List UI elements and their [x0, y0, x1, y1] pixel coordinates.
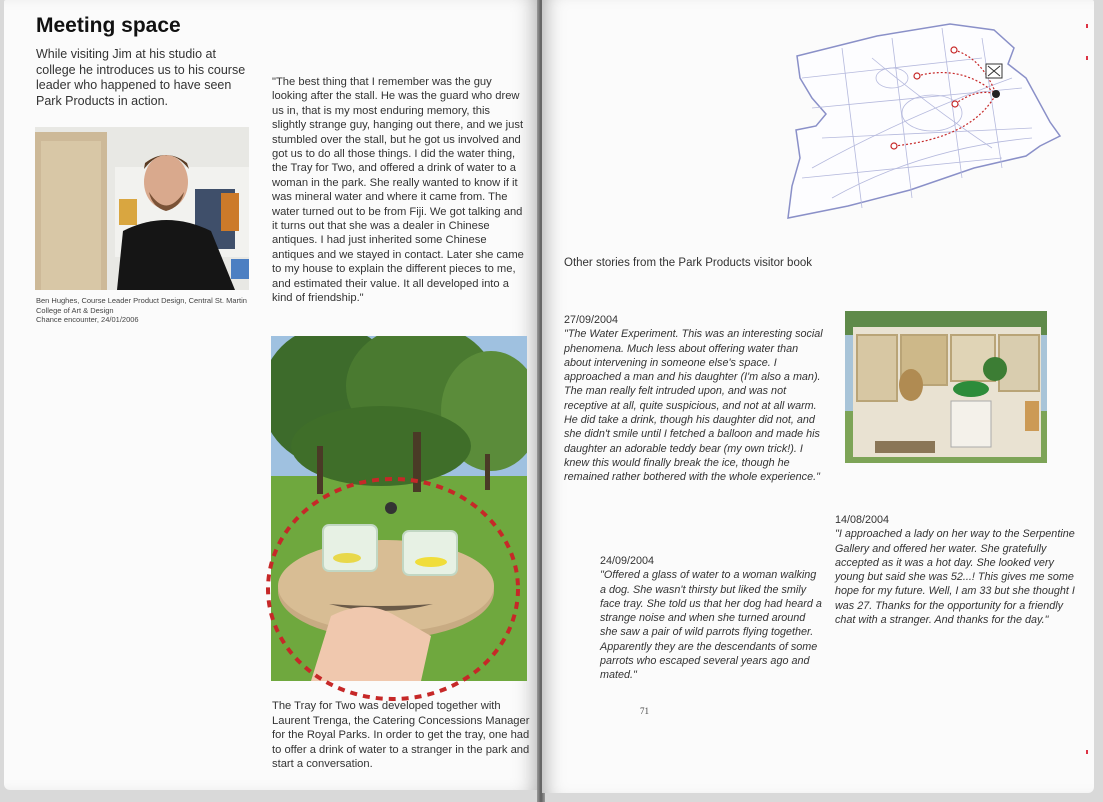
intro-text: While visiting Jim at his studio at college he introduces us to his course leader who happened to have seen Park Products in action.	[36, 47, 246, 108]
stall-photo	[845, 311, 1047, 463]
story-date: 14/08/2004	[835, 514, 890, 526]
right-page	[542, 0, 1094, 793]
story-text: "Offered a glass of water to a woman walking a dog. She wasn't thirsty but liked the smily face tray. She told us that her dog had heard a strange noise and when she turned around she saw a pair of wild parrots flying together. Apparently they are the descendants of some parrots who escaped several years ago and mated."	[600, 569, 822, 682]
visitor-story	[835, 513, 1075, 627]
left-page	[4, 0, 540, 790]
quote-text: "The best thing that I remember was the guy looking after the stall. He was the guard who drew us in, that is my most enduring memory, this slightly strange guy, hanging out there, and we just stumbled over the stall, but he got us involved and got us to do all those things. I did the water thing, the Tray for Two, and offered a drink of water to a woman in the park. She really wanted to know if it was mineral water and where it came from. The water turned out to be from Fiji. We got talking and it turns out that she was a dealer in Chinese antiques. I had just inherited some Chinese antiques and we stayed in contact. Later she came to my house to explain the different pieces to me, and estimated their value. It all developed into a kind of friendship."	[272, 76, 524, 305]
portrait-caption	[36, 296, 251, 325]
dashed-circle-annotation	[262, 472, 524, 706]
story-date: 27/09/2004	[564, 314, 619, 326]
tray-caption: The Tray for Two was developed together with Laurent Trenga, the Catering Concessions Manager for the Royal Parks. In order to get the tray, one had to offer a drink of water to a stranger in the park and start a conversation.	[272, 700, 530, 770]
story-text: "I approached a lady on her way to the Serpentine Gallery and offered her water. She gratefully accepted as it was a hot day. She looked very young but said she was 52...! This gives me some hope for my future. Well, I am 33 but she thought I was 27. Thanks for the opportunity for a friendly chat with a stranger. And thanks for the day."	[835, 528, 1075, 627]
visitor-story	[564, 313, 826, 485]
page-title: Meeting space	[36, 14, 181, 37]
story-date: 24/09/2004	[600, 555, 655, 567]
story-text: "The Water Experiment. This was an interesting social phenomena. Much less about offering water than about intervening in someone else's space. I approached a man and his daughter (I'm also a man). The man really felt intruded upon, and was not receptive at all, quite suspicious, and not at all warm. He did take a drink, though his daughter did not, and she didn't smile until I fetched a balloon and made his daughter an adorable teddy bear (my own trick!). I knew this would finally break the ice, though he remained rather bothered with the whole experience."	[564, 328, 823, 484]
portrait-caption-line: Chance encounter, 24/01/2006	[36, 315, 139, 324]
visitor-book-heading: Other stories from the Park Products visitor book	[564, 257, 812, 269]
portrait-photo	[35, 127, 249, 290]
park-map	[782, 18, 1067, 224]
portrait-caption-line: Ben Hughes, Course Leader Product Design, Central St. Martin	[36, 296, 247, 305]
visitor-story	[600, 554, 822, 683]
page-number: 71	[640, 706, 649, 716]
portrait-caption-line: College of Art & Design	[36, 305, 114, 315]
